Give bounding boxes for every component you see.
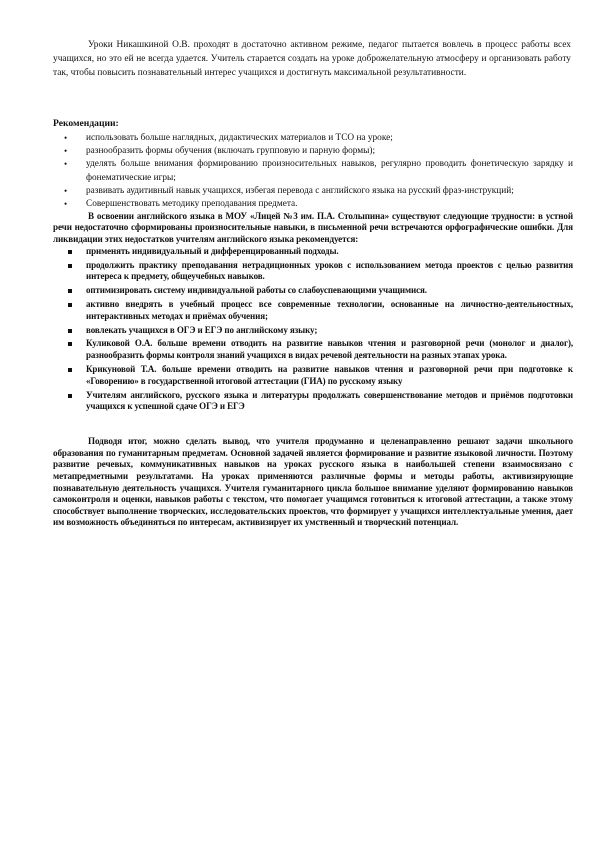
- recommendation-item: • развивать аудитивный навык учащихся, избегая перевода с английского языка на русский фраз-инструкций;: [53, 185, 573, 198]
- english-recommendation-item: активно внедрять в учебный процесс все современные технологии, основанные на личностно-деятельностных, интерактивных методах и приёмах обучения;: [53, 299, 573, 323]
- square-bullet-icon: [68, 250, 72, 254]
- english-recommendation-item: продолжить практику преподавания нетрадиционных уроков с использованием метода проектов с целью развития интереса к предмету, общеучебных навыков.: [53, 260, 573, 284]
- summary-paragraph: Подводя итог, можно сделать вывод, что учителя продуманно и целенаправленно решают задачи школьного образования по гуманитарным предметам. Основной задачей является формирование и развитие языковой личности. Поэтому развитие речевых, коммуникативных навыков на уроках русского языка в наибольшей степени взаимосвязано с метапредметными результатами. На уроках применяются различные формы и методы работы, активизирующие познавательную деятельность учащихся. Учителя гуманитарного цикла большое внимание уделяют формированию навыков самоконтроля и оценки, навыков работы с текстом, что помогает учащимся готовиться к итоговой аттестации, а также этому способствует выполнение творческих, исследовательских проектов, что формирует у учащихся интеллектуальные умения, дает им возможность объединяться по интересам, активизирует их умственный и творческий потенциал.: [53, 436, 573, 528]
- square-bullet-icon: [68, 342, 72, 346]
- recommendations-list: [53, 132, 573, 211]
- recommendation-item: • Совершенствовать методику преподавания предмета.: [53, 198, 573, 211]
- intro-paragraph: Уроки Никашкиной О.В. проходят в достаточно активном режиме, педагог пытается вовлечь в процесс работы всех учащихся, но это ей не всегда удается. Учитель старается создать на уроке доброжелательную атмосферу и организовать работу так, чтобы повысить познавательный интерес учащихся и достигнуть максимальной результативности.: [53, 40, 571, 78]
- english-recommendation-item: Куликовой О.А. больше времени отводить на развитие навыков чтения и разговорной речи (монолог и диалог), разнообразить формы контроля знаний учащихся в видах речевой деятельности на разных этапах урока.: [53, 338, 573, 362]
- square-bullet-icon: [68, 303, 72, 307]
- recommendation-item: • уделять больше внимания формированию произносительных навыков, регулярно проводить фонетическую зарядку и фонематические игры;: [64, 159, 573, 183]
- bullet-icon: •: [64, 185, 68, 196]
- english-recommendation-item: Учителям английского, русского языка и литературы продолжать совершенствование методов и приёмов подготовки учащихся к успешной сдаче ОГЭ и ЕГЭ: [53, 390, 573, 414]
- square-bullet-icon: [68, 264, 72, 268]
- bullet-icon: •: [64, 199, 68, 210]
- english-recommendation-item: вовлекать учащихся в ОГЭ и ЕГЭ по английскому языку;: [53, 325, 573, 337]
- english-recommendations-list: [53, 246, 573, 413]
- square-bullet-icon: [68, 329, 72, 333]
- bullet-icon: •: [64, 133, 68, 143]
- english-recommendation-item: оптимизировать систему индивидуальной работы со слабоуспевающими учащимися.: [53, 285, 573, 297]
- square-bullet-icon: [68, 394, 72, 398]
- bullet-icon: •: [64, 159, 68, 170]
- bullet-icon: •: [64, 146, 68, 157]
- english-recommendation-item: применять индивидуальный и дифференцированный подходы.: [53, 246, 573, 258]
- english-recommendation-item: Крикуновой Т.А. больше времени отводить на развитие навыков чтения и разговорной речи при подготовке к «Говорению» в государственной итоговой аттестации (ГИА) по русскому языку: [53, 364, 573, 388]
- recommendation-item: • использовать больше наглядных, дидактических материалов и ТСО на уроке;: [53, 132, 573, 145]
- english-difficulties-paragraph: В освоении английского языка в МОУ «Лицей №3 им. П.А. Столыпина» существуют следующие трудности: в устной речи недостаточно сформированы произносительные навыки, в письменной речи встречаются орфографические ошибки. Для ликвидации этих недостатков учителям английского языка рекомендуется:: [53, 211, 573, 244]
- square-bullet-icon: [68, 368, 72, 372]
- square-bullet-icon: [68, 289, 72, 293]
- recommendation-item: • разнообразить формы обучения (включать групповую и парную формы);: [53, 145, 573, 158]
- recommendations-heading: Рекомендации:: [53, 118, 119, 129]
